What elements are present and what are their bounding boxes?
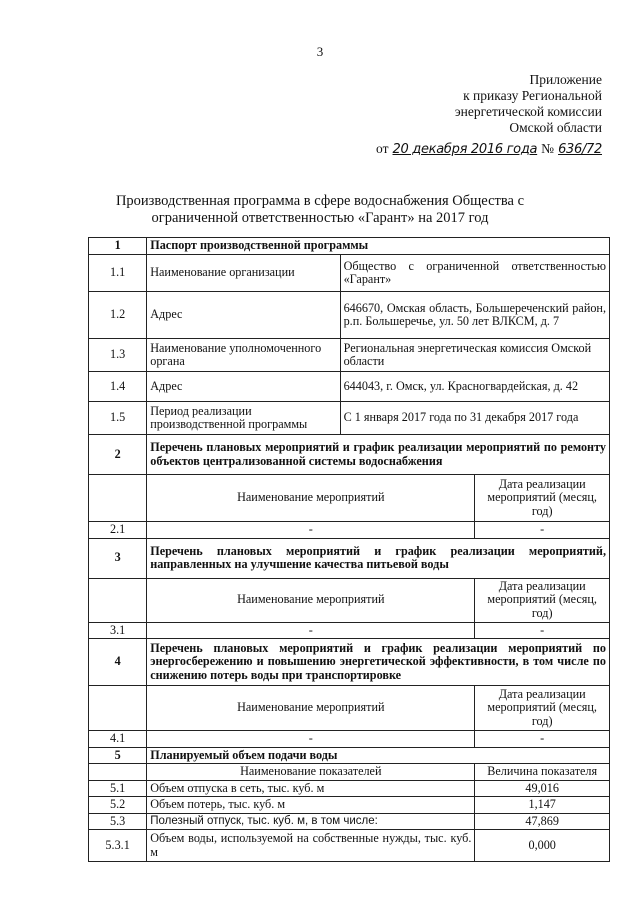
row-number: 1.5 bbox=[89, 402, 147, 435]
section-number: 3 bbox=[89, 538, 147, 578]
row-value: - bbox=[147, 731, 475, 748]
section-heading: Паспорт производственной программы bbox=[147, 238, 610, 255]
document-title bbox=[60, 193, 580, 227]
row-number: 5.1 bbox=[89, 780, 147, 797]
row-number: 4.1 bbox=[89, 731, 147, 748]
row-value: С 1 января 2017 года по 31 декабря 2017 года bbox=[340, 402, 609, 435]
column-header-row bbox=[89, 686, 610, 731]
appendix-line: Приложение bbox=[529, 72, 602, 87]
row-value: - bbox=[147, 622, 475, 639]
row-label: Объем потерь, тыс. куб. м bbox=[147, 797, 475, 814]
row-label: Адрес bbox=[147, 292, 340, 339]
column-header: Дата реализации мероприятий (месяц, год) bbox=[475, 578, 610, 622]
section-number: 4 bbox=[89, 639, 147, 686]
table-row bbox=[89, 255, 610, 292]
table-row bbox=[89, 731, 610, 748]
column-header-row bbox=[89, 475, 610, 522]
row-value: 646670, Омская область, Большереченский район, р.п. Большеречье, ул. 50 лет ВЛКСМ, д. 7 bbox=[340, 292, 609, 339]
section-heading: Перечень плановых мероприятий и график реализации мероприятий по ремонту объектов централизованной системы водоснабжения bbox=[147, 435, 610, 475]
row-number: 5.3 bbox=[89, 813, 147, 830]
table-row bbox=[89, 402, 610, 435]
section-header-row bbox=[89, 238, 610, 255]
section-number: 1 bbox=[89, 238, 147, 255]
section-heading: Перечень плановых мероприятий и график реализации мероприятий, направленных на улучшение качества питьевой воды bbox=[147, 538, 610, 578]
table-row bbox=[89, 780, 610, 797]
row-label: Наименование организации bbox=[147, 255, 340, 292]
section-header-row bbox=[89, 639, 610, 686]
row-value: Региональная энергетическая комиссия Омской области bbox=[340, 339, 609, 372]
table-row bbox=[89, 522, 610, 539]
row-label: Объем отпуска в сеть, тыс. куб. м bbox=[147, 780, 475, 797]
column-header-row bbox=[89, 764, 610, 781]
table-row bbox=[89, 622, 610, 639]
order-reference bbox=[376, 141, 602, 157]
title-line: ограниченной ответственностью «Гарант» на 2017 год bbox=[151, 210, 489, 226]
section-header-row bbox=[89, 435, 610, 475]
row-label: Период реализации производственной программы bbox=[147, 402, 340, 435]
row-label: Полезный отпуск, тыс. куб. м, в том числе: bbox=[147, 813, 475, 830]
section-heading: Планируемый объем подачи воды bbox=[147, 747, 610, 764]
section-header-row bbox=[89, 538, 610, 578]
production-program-table bbox=[88, 237, 610, 862]
row-value: - bbox=[147, 522, 475, 539]
row-label: Наименование уполномоченного органа bbox=[147, 339, 340, 372]
appendix-line: к приказу Региональной bbox=[463, 88, 602, 103]
table-row bbox=[89, 339, 610, 372]
handwritten-date: 20 декабря 2016 года bbox=[392, 142, 538, 157]
appendix-header bbox=[455, 72, 602, 136]
column-header: Наименование мероприятий bbox=[147, 475, 475, 522]
column-header: Дата реализации мероприятий (месяц, год) bbox=[475, 686, 610, 731]
empty-cell bbox=[89, 475, 147, 522]
row-number: 1.2 bbox=[89, 292, 147, 339]
column-header-row bbox=[89, 578, 610, 622]
table-row bbox=[89, 830, 610, 862]
column-header: Дата реализации мероприятий (месяц, год) bbox=[475, 475, 610, 522]
row-value: 644043, г. Омск, ул. Красногвардейская, д. 42 bbox=[340, 372, 609, 402]
row-value: 0,000 bbox=[475, 830, 610, 862]
page-number: 3 bbox=[316, 44, 324, 59]
row-number: 5.2 bbox=[89, 797, 147, 814]
section-number: 2 bbox=[89, 435, 147, 475]
table-row bbox=[89, 292, 610, 339]
section-number: 5 bbox=[89, 747, 147, 764]
row-value: - bbox=[475, 731, 610, 748]
row-value: Общество с ограниченной ответственностью «Гарант» bbox=[340, 255, 609, 292]
row-number: 1.4 bbox=[89, 372, 147, 402]
row-value: - bbox=[475, 622, 610, 639]
handwritten-number: 636/72 bbox=[558, 142, 602, 157]
appendix-line: Омской области bbox=[509, 120, 602, 135]
column-header: Наименование мероприятий bbox=[147, 686, 475, 731]
table-row bbox=[89, 372, 610, 402]
row-number: 1.3 bbox=[89, 339, 147, 372]
column-header: Наименование мероприятий bbox=[147, 578, 475, 622]
row-label: Объем воды, используемой на собственные нужды, тыс. куб. м bbox=[147, 830, 475, 862]
section-heading: Перечень плановых мероприятий и график реализации мероприятий по энергосбережению и повышению энергетической эффективности, в том числе по снижению потерь воды при транспортировке bbox=[147, 639, 610, 686]
from-label: от bbox=[376, 141, 389, 156]
empty-cell bbox=[89, 578, 147, 622]
row-number: 3.1 bbox=[89, 622, 147, 639]
row-value: - bbox=[475, 522, 610, 539]
number-sign: № bbox=[541, 141, 555, 156]
empty-cell bbox=[89, 764, 147, 781]
row-label: Адрес bbox=[147, 372, 340, 402]
title-line: Производственная программа в сфере водоснабжения Общества с bbox=[115, 193, 525, 209]
row-number: 2.1 bbox=[89, 522, 147, 539]
empty-cell bbox=[89, 686, 147, 731]
appendix-line: энергетической комиссии bbox=[454, 104, 602, 119]
column-header: Величина показателя bbox=[475, 764, 610, 781]
row-number: 5.3.1 bbox=[89, 830, 147, 862]
row-value: 1,147 bbox=[475, 797, 610, 814]
row-value: 47,869 bbox=[475, 813, 610, 830]
section-header-row bbox=[89, 747, 610, 764]
column-header: Наименование показателей bbox=[147, 764, 475, 781]
row-number: 1.1 bbox=[89, 255, 147, 292]
table-row bbox=[89, 813, 610, 830]
row-value: 49,016 bbox=[475, 780, 610, 797]
table-row bbox=[89, 797, 610, 814]
